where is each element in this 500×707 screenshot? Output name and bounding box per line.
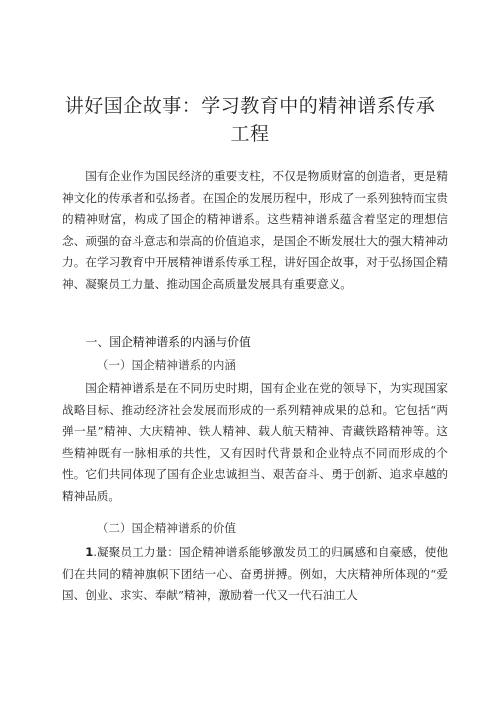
intro-paragraph: 国有企业作为国民经济的重要支柱，不仅是物质财富的创造者，更是精神文化的传承者和弘扬者。在国企的发展历程中，形成了一系列独特而宝贵的精神财富，构成了国企的精神谱系。这些精神谱系蕴含着坚定的理想信念、顽强的奋斗意志和崇高的价值追求，是国企不断发展壮大的强大精神动力。在学习教育中开展精神谱系传承工程，讲好国企故事，对于弘扬国企精神、凝聚员工力量、推动国企高质量发展具有重要意义。: [62, 169, 448, 291]
subsection-1-heading: （一）国企精神谱系的内涵: [96, 358, 236, 372]
value-item-1-number: 1: [85, 545, 94, 559]
value-item-1-text: .凝聚员工力量：国企精神谱系能够激发员工的归属感和自豪感，使他们在共同的精神旗帜下团结一心、奋勇拼搏。例如，大庆精神所体现的“爱国、创业、求实、奉献”精神，激励着一代又一代石油工人: [62, 545, 448, 602]
subsection-2-body-block: [62, 542, 448, 607]
subsection-2: [62, 517, 448, 539]
value-item-1: [62, 542, 448, 607]
section-1: [62, 331, 448, 353]
subsection-2-heading: （二）国企精神谱系的价值: [96, 521, 236, 535]
document-title: 讲好国企故事：学习教育中的精神谱系传承工程: [64, 95, 436, 145]
subsection-1-body-block: [62, 378, 448, 507]
subsection-1-body: 国企精神谱系是在不同历史时期，国有企业在党的领导下，为实现国家战略目标、推动经济社会发展而形成的一系列精神成果的总和。它包括“两弹一星”精神、大庆精神、铁人精神、载人航天精神、青藏铁路精神等。这些精神既有一脉相承的共性，又有因时代背景和企业特点不同而形成的个性。它们共同体现了国有企业忠诚担当、艰苦奋斗、勇于创新、追求卓越的精神品质。: [62, 381, 448, 503]
document-body: [62, 166, 448, 295]
section-1-heading: 一、国企精神谱系的内涵与价值: [85, 335, 251, 349]
subsection-1: [62, 354, 448, 376]
